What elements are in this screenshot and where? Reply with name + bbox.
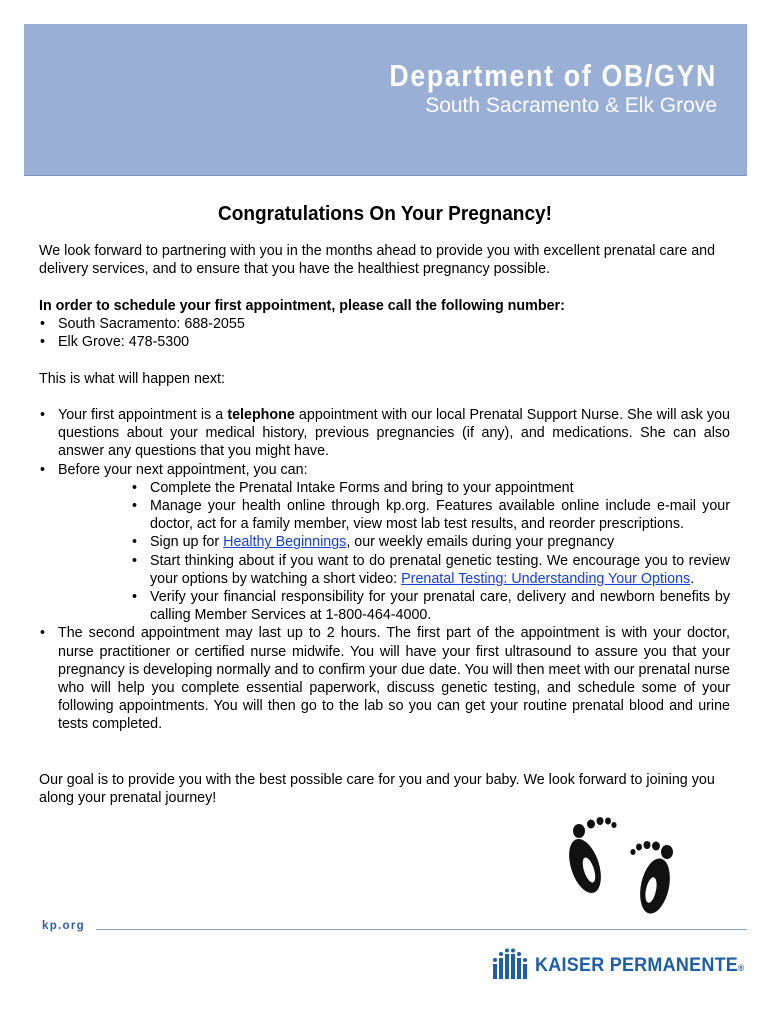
baby-footprints-icon bbox=[555, 806, 715, 926]
list-item: • Elk Grove: 478-5300 bbox=[39, 333, 730, 351]
next-intro: This is what will happen next: bbox=[39, 371, 225, 387]
kp-sunburst-icon bbox=[490, 948, 530, 982]
list-item: • Before your next appointment, you can: • Complete the Prenatal Intake Forms and bring to your appointment • Manage your health online through kp.org. Features available online include e-mail your doctor, act for a family member, view most lab test results, and reorder prescriptions. • Sign up for Healthy Beginnings, our weekly emails during your pregnancy • Start thinking about if you want to do prenatal genetic testing. We encourage you to review your options by watching a short video: Prenatal Testing: Understanding Your Options. • Verify your financial responsibility for your prenatal care, delivery and newborn benefits by calling Member Services at 1-800-464-4000. bbox=[39, 461, 730, 625]
footer-divider bbox=[96, 929, 747, 930]
page-title: Congratulations On Your Pregnancy! bbox=[217, 202, 553, 225]
header-banner bbox=[24, 24, 747, 176]
steps-list bbox=[39, 406, 730, 734]
kp-wordmark: KAISER PERMANENTE® bbox=[535, 954, 745, 976]
steps-section bbox=[39, 406, 730, 734]
list-item: • The second appointment may last up to 2 hours. The first part of the appointment is with your doctor, nurse practitioner or certified nurse midwife. You will have your first ultrasound to assure you that your pregnancy is developing normally and to confirm your due date. You will then meet with our prenatal nurse who will help you complete essential paperwork, discuss genetic testing, and schedule some of your following appointments. You will then go to the lab so you can get your routine prenatal blood and urine tests completed. bbox=[39, 624, 730, 733]
department-title: Department of OB/GYN bbox=[389, 58, 717, 93]
schedule-heading: In order to schedule your first appointment, please call the following number: bbox=[39, 298, 565, 314]
kp-org-link[interactable]: kp.org bbox=[42, 920, 85, 932]
department-subtitle: South Sacramento & Elk Grove bbox=[425, 94, 717, 117]
intro-paragraph: We look forward to partnering with you in the months ahead to provide you with excellent prenatal care and delivery services, and to ensure that you have the healthiest pregnancy possible. bbox=[39, 243, 716, 278]
list-item: • Sign up for Healthy Beginnings, our weekly emails during your pregnancy bbox=[131, 533, 730, 551]
phone-list bbox=[39, 315, 730, 351]
kaiser-permanente-logo bbox=[490, 946, 745, 982]
list-item: • Verify your financial responsibility for your prenatal care, delivery and newborn benefits by calling Member Services at 1-800-464-4000. bbox=[131, 588, 730, 624]
closing-paragraph: Our goal is to provide you with the best possible care for you and your baby. We look forward to joining you along your prenatal journey! bbox=[39, 772, 715, 807]
list-item: • Manage your health online through kp.org. Features available online include e-mail your doctor, act for a family member, view most lab test results, and reorder prescriptions. bbox=[131, 497, 730, 533]
list-item: • Your first appointment is a telephone appointment with our local Prenatal Support Nurse. She will ask you questions about your medical history, previous pregnancies (if any), and medications. She can also answer any questions that you might have. bbox=[39, 406, 730, 461]
list-item: • Start thinking about if you want to do prenatal genetic testing. We encourage you to review your options by watching a short video: Prenatal Testing: Understanding Your Options. bbox=[131, 552, 730, 588]
prenatal-testing-video-link[interactable]: Prenatal Testing: Understanding Your Options bbox=[401, 570, 691, 587]
healthy-beginnings-link[interactable]: Healthy Beginnings bbox=[223, 534, 347, 551]
sub-steps-list bbox=[131, 479, 730, 625]
list-item: • South Sacramento: 688-2055 bbox=[39, 315, 730, 333]
schedule-section bbox=[39, 297, 730, 352]
list-item: • Complete the Prenatal Intake Forms and bring to your appointment bbox=[131, 479, 730, 497]
